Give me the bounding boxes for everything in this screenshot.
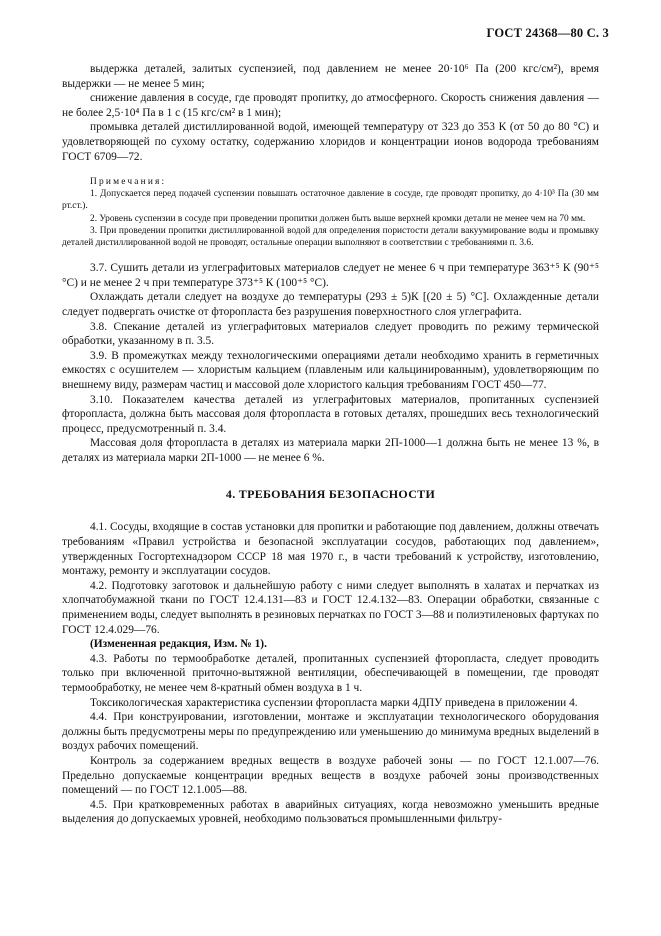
clause-4-4: 4.4. При конструировании, изготовлении, монтаже и эксплуатации технологического оборудования должны быть предусмотрены меры по предупреждению или уменьшению до минимума вредных выделений в воздух рабочих помещений. — [62, 711, 599, 753]
clause-3-9: 3.9. В промежутках между технологическими операциями детали необходимо хранить в герметичных емкостях с осушителем — хлористым кальцием (плавленым или кальцинированным), удовлетворяющим по внешнему виду, размерам частиц и массовой доле хлористого кальция требованиям ГОСТ 450—77. — [62, 349, 599, 391]
note-item: 3. При проведении пропитки дистиллированной водой для определения пористости детали вакуумирование воды и промывку деталей дистиллированной водой не проводят, остальные операции выполняют в соответствии с требованиями п. 3.6. — [62, 225, 599, 248]
clause-3-10: 3.10. Показателем качества деталей из углеграфитовых материалов, пропитанных суспензией фторопласта, должна быть массовая доля фторопласта в готовых деталях, прошедших весь технологический процесс, предусмотренный п. 3.4. — [62, 393, 599, 435]
clause-4-4-control: Контроль за содержанием вредных веществ в воздухе рабочей зоны — по ГОСТ 12.1.007—76. Предельно допускаемые концентрации вредных веществ в воздухе рабочей зоны производственных помещений — по ГОСТ 12.1.005—88. — [62, 754, 599, 797]
clause-4-2: 4.2. Подготовку заготовок и дальнейшую работу с ними следует выполнять в халатах и перчатках из хлопчатобумажной ткани по ГОСТ 12.4.131—83 и ГОСТ 12.4.132—83. Операции обработки, связанные с применением воды, следует выполнять в резиновых перчатках по ГОСТ 3—88 и полиэтиленовых фартуках по ГОСТ 12.4.029—76. — [62, 579, 599, 636]
intro-paragraph: выдержка деталей, залитых суспензией, под давлением не менее 20·10⁶ Па (200 кгс/см²), время выдержки — не менее 5 мин; — [62, 63, 599, 90]
intro-paragraph: промывка деталей дистиллированной водой, имеющей температуру от 323 до 353 К (от 50 до 80 °С) и удовлетворяющей по сухому остатку, содержанию хлоридов и концентрации ионов водорода требованиям ГОСТ 6709—72. — [62, 121, 599, 163]
notes-heading: Примечания: — [90, 177, 167, 188]
amendment-note: (Измененная редакция, Изм. № 1). — [90, 638, 267, 651]
note-item: 1. Допускается перед подачей суспензии повышать остаточное давление в сосуде, где проводят пропитку, до 4·10³ Па (30 мм рт.ст.). — [62, 189, 599, 212]
clause-3-7: 3.7. Сушить детали из углеграфитовых материалов следует не менее 6 ч при температуре 363⁺⁵ К (90⁺⁵ °С) и не менее 2 ч при температуре 373⁺⁵ К (100⁺⁵ °С). — [62, 262, 599, 289]
clause-4-3: 4.3. Работы по термообработке деталей, пропитанных суспензией фторопласта, следует проводить только при включенной приточно-вытяжной вентиляции, обеспечивающей в помещении, где проводят термообработку, не менее чем 8-кратный обмен воздуха в 1 ч. — [62, 652, 599, 695]
section-title: 4. ТРЕБОВАНИЯ БЕЗОПАСНОСТИ — [225, 487, 436, 502]
clause-3-8: 3.8. Спекание деталей из углеграфитовых материалов следует проводить по режиму термической обработки, указанному в п. 3.5. — [62, 320, 599, 348]
note-item: 2. Уровень суспензии в сосуде при проведении пропитки должен быть выше верхней кромки детали не менее чем на 70 мм. — [90, 213, 586, 224]
clause-3-10-mass: Массовая доля фторопласта в деталях из материала марки 2П-1000—1 должна быть не менее 13 %, в деталях из материала марки 2П-1000 — не менее 6 %. — [62, 437, 599, 464]
intro-paragraph: снижение давления в сосуде, где проводят пропитку, до атмосферного. Скорость снижения давления — не более 2,5·10⁴ Па в 1 с (15 кгс/см² в 1 мин); — [62, 92, 599, 119]
page-header: ГОСТ 24368—80 С. 3 — [486, 26, 609, 40]
clause-4-5: 4.5. При кратковременных работах в аварийных ситуациях, когда невозможно уменьшить вредные выделения до допускаемых уровней, необходимо пользоваться промышленными фильтру- — [62, 798, 599, 826]
clause-4-1: 4.1. Сосуды, входящие в состав установки для пропитки и работающие под давлением, должны отвечать требованиям «Правил устройства и безопасной эксплуатации сосудов, работающих под давлением», утвержденных Госгортехнадзором СССР 18 мая 1970 г., в части требований к устройству, изготовлению, монтажу, ремонту и эксплуатации сосудов. — [62, 521, 599, 578]
document-body — [62, 62, 599, 827]
clause-4-3-toxicology: Токсикологическая характеристика суспензии фторопласта марки 4ДПУ приведена в приложении 4. — [90, 696, 578, 709]
clause-3-7-cooling: Охлаждать детали следует на воздухе до температуры (293 ± 5)К [(20 ± 5) °С]. Охлажденные детали следует подвергать очистке от фторопласта без разрушения поверхностного слоя углеграфита. — [62, 291, 599, 318]
